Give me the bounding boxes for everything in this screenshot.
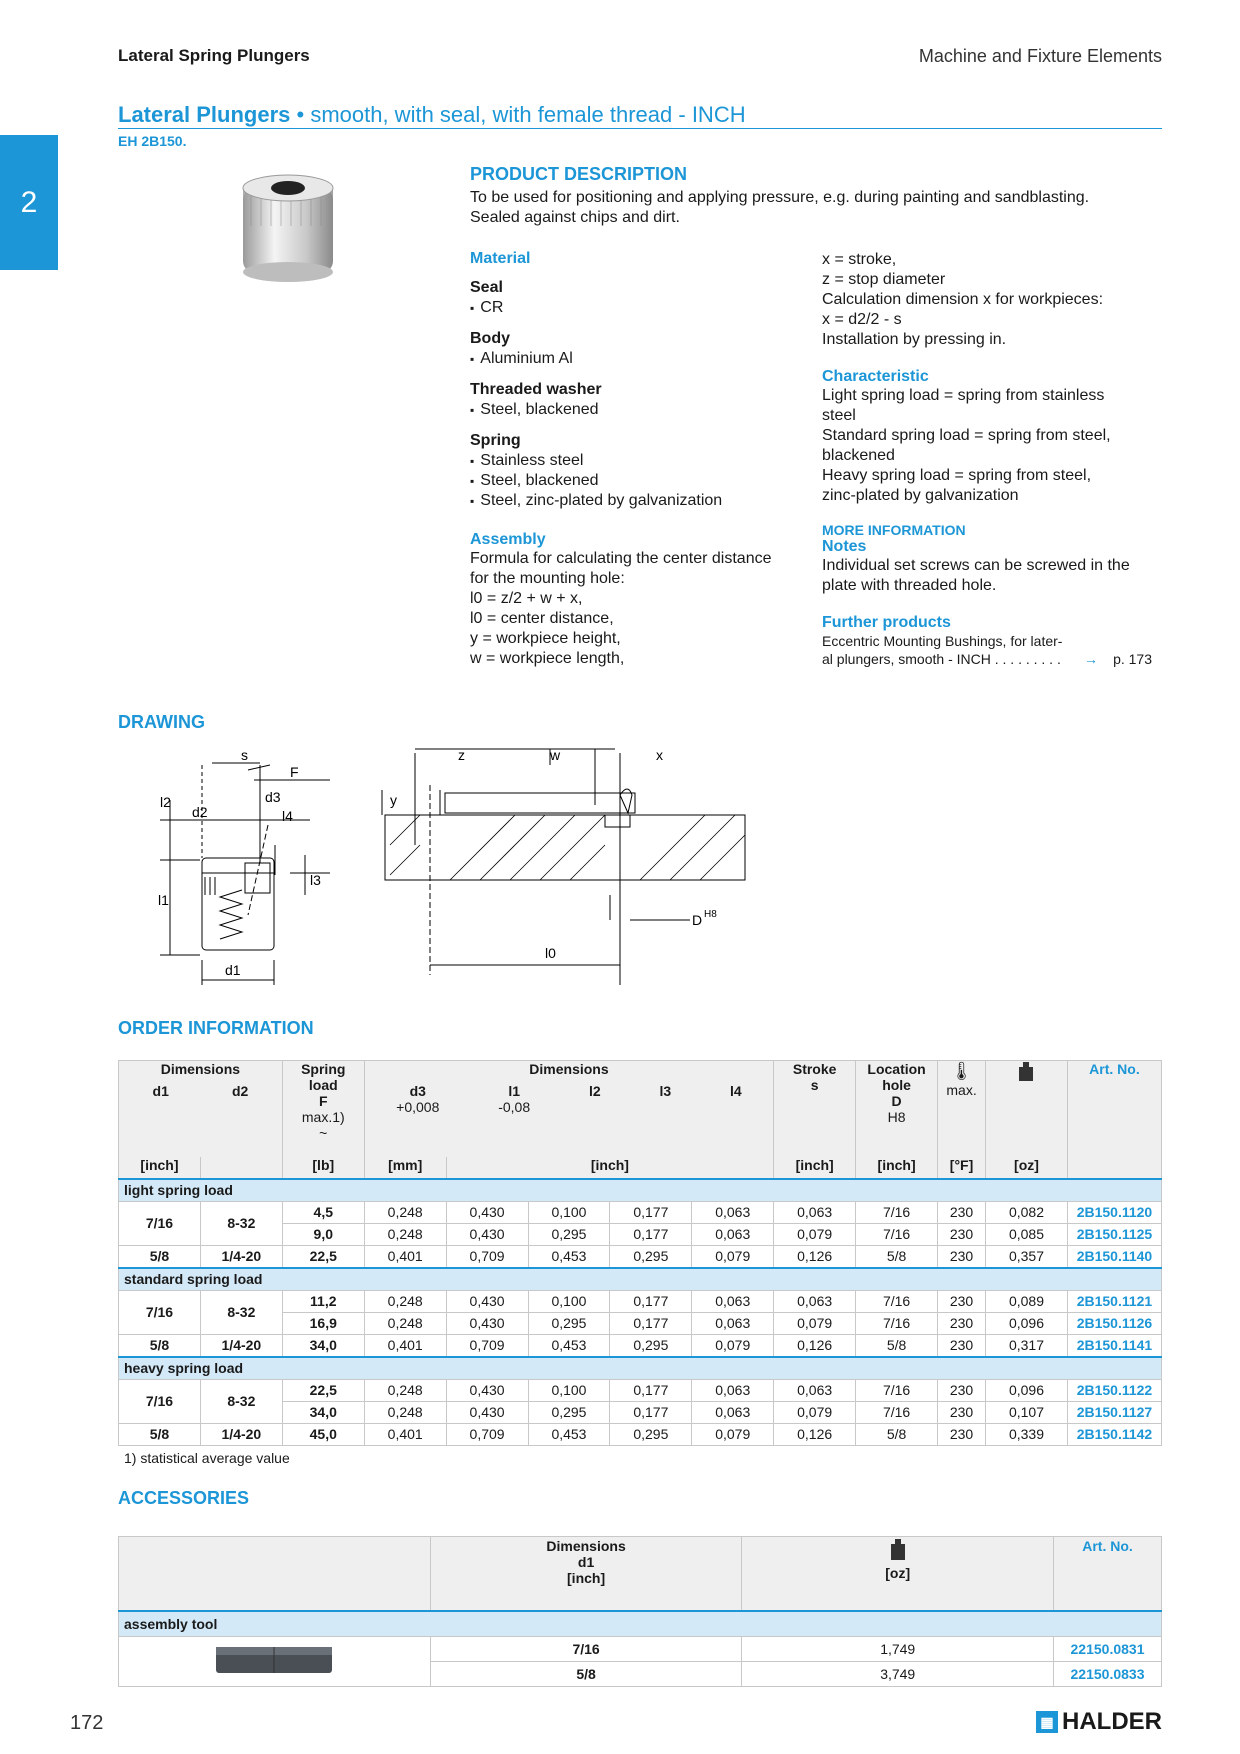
table-cell: 1/4-20 xyxy=(200,1423,282,1445)
spring-heading: Spring xyxy=(470,432,521,449)
art-no-cell[interactable]: 2B150.1142 xyxy=(1067,1423,1161,1445)
further-line-1: Eccentric Mounting Bushings, for later- xyxy=(822,633,1063,649)
weight-icon xyxy=(1017,1061,1035,1083)
assembly-line-4: l0 = center distance, xyxy=(470,610,614,627)
right-line-4: x = d2/2 - s xyxy=(822,311,902,328)
table-cell: 0,177 xyxy=(610,1312,692,1334)
table-cell: 0,177 xyxy=(610,1379,692,1401)
table-cell: 0,107 xyxy=(986,1401,1068,1423)
table-cell: 0,453 xyxy=(528,1334,610,1357)
table-cell: 0,063 xyxy=(692,1401,774,1423)
table-cell: 5/8 xyxy=(119,1245,201,1268)
seal-item: ▪ CR xyxy=(470,298,800,318)
table-cell: 0,063 xyxy=(692,1379,774,1401)
table-cell: 0,295 xyxy=(528,1401,610,1423)
table-cell: 0,177 xyxy=(610,1401,692,1423)
table-cell: 0,317 xyxy=(986,1334,1068,1357)
accessories-table xyxy=(118,1536,1162,1687)
table-cell: 0,401 xyxy=(364,1245,446,1268)
table-cell: 0,082 xyxy=(986,1201,1068,1223)
acc-d1-value: 5/8 xyxy=(430,1661,742,1686)
assembly-tool-image xyxy=(119,1636,431,1686)
table-cell: 0,295 xyxy=(528,1223,610,1245)
brand-logo xyxy=(1036,1708,1162,1736)
D-header: D xyxy=(891,1093,902,1109)
art-no-cell[interactable]: 2B150.1125 xyxy=(1067,1223,1161,1245)
label-l4: l4 xyxy=(282,808,293,824)
label-y: y xyxy=(390,792,397,808)
further-line-2: al plungers, smooth - INCH . . . . . . . . . xyxy=(822,651,1061,667)
table-cell: 0,339 xyxy=(986,1423,1068,1445)
running-header-left: Lateral Spring Plungers xyxy=(118,46,310,65)
art-no-cell[interactable]: 2B150.1121 xyxy=(1067,1290,1161,1312)
table-row xyxy=(119,1245,1162,1268)
table-cell: 0,100 xyxy=(528,1290,610,1312)
table-cell: 0,079 xyxy=(774,1223,856,1245)
table-row xyxy=(119,1290,1162,1312)
table-cell: 0,248 xyxy=(364,1223,446,1245)
footnote: 1) statistical average value xyxy=(124,1450,290,1466)
table-cell: 0,709 xyxy=(446,1334,528,1357)
table-cell: 0,100 xyxy=(528,1379,610,1401)
label-F: F xyxy=(290,764,299,780)
table-cell: 0,096 xyxy=(986,1312,1068,1334)
brand-name: HALDER xyxy=(1062,1708,1162,1735)
table-cell: 0,430 xyxy=(446,1223,528,1245)
hole-header: hole xyxy=(882,1077,911,1093)
washer-heading: Threaded washer xyxy=(470,381,602,398)
art-no-cell[interactable]: 2B150.1126 xyxy=(1067,1312,1161,1334)
technical-drawing xyxy=(150,745,717,1000)
assembly-line-6: w = workpiece length, xyxy=(470,650,625,667)
table-cell: 7/16 xyxy=(856,1401,938,1423)
table-cell: 5/8 xyxy=(856,1334,938,1357)
label-l1: l1 xyxy=(158,892,169,908)
table-cell: 0,079 xyxy=(692,1245,774,1268)
unit-inch-hole: [inch] xyxy=(877,1156,916,1173)
table-cell: 0,085 xyxy=(986,1223,1068,1245)
material-block xyxy=(470,250,800,669)
table-cell: 1/4-20 xyxy=(200,1245,282,1268)
table-cell: 0,430 xyxy=(446,1379,528,1401)
page-title: Lateral Plungers • smooth, with seal, with female thread - INCH xyxy=(118,102,746,127)
acc-unit-inch: [inch] xyxy=(567,1570,606,1586)
seal-heading: Seal xyxy=(470,279,503,296)
art-no-cell[interactable]: 2B150.1122 xyxy=(1067,1379,1161,1401)
table-cell: 7/16 xyxy=(119,1201,201,1245)
table-cell: 16,9 xyxy=(282,1312,364,1334)
table-cell: 0,430 xyxy=(446,1312,528,1334)
more-information-heading: MORE INFORMATION xyxy=(822,522,966,538)
acc-d1-header: d1 xyxy=(577,1554,595,1570)
further-link[interactable] xyxy=(822,650,1152,668)
table-cell: 230 xyxy=(938,1379,986,1401)
d3-tolerance: +0,008 xyxy=(396,1099,440,1115)
table-cell: 230 xyxy=(938,1334,986,1357)
table-row xyxy=(119,1201,1162,1223)
s-header: s xyxy=(810,1077,819,1093)
table-cell: 0,079 xyxy=(692,1423,774,1445)
label-l3: l3 xyxy=(310,872,321,888)
right-line-5: Installation by pressing in. xyxy=(822,331,1007,348)
group-row: standard spring load xyxy=(119,1268,1162,1291)
table-cell: 0,089 xyxy=(986,1290,1068,1312)
table-cell: 0,709 xyxy=(446,1245,528,1268)
page-reference[interactable]: p. 173 xyxy=(1113,651,1152,667)
table-cell: 0,401 xyxy=(364,1423,446,1445)
table-cell: 0,357 xyxy=(986,1245,1068,1268)
group-row: heavy spring load xyxy=(119,1357,1162,1380)
table-cell: 7/16 xyxy=(856,1312,938,1334)
description-line-2: Sealed against chips and dirt. xyxy=(470,209,680,226)
table-cell: 0,063 xyxy=(692,1312,774,1334)
table-cell: 0,063 xyxy=(692,1201,774,1223)
spring-item-2: ▪ Steel, blackened xyxy=(470,471,800,491)
characteristic-line-1: Light spring load = spring from stainless xyxy=(822,387,1105,404)
characteristic-line-2: steel xyxy=(822,407,856,424)
table-cell: 0,063 xyxy=(774,1379,856,1401)
table-cell: 0,096 xyxy=(986,1379,1068,1401)
l2-header: l2 xyxy=(588,1083,601,1099)
accessories-heading: ACCESSORIES xyxy=(118,1488,250,1508)
location-header: Location xyxy=(867,1061,926,1077)
table-cell: 0,295 xyxy=(528,1312,610,1334)
table-cell: 230 xyxy=(938,1201,986,1223)
product-description-heading: PRODUCT DESCRIPTION xyxy=(470,164,688,184)
label-d2: d2 xyxy=(192,804,208,820)
max-header: max.1) xyxy=(301,1109,345,1125)
table-cell: 8-32 xyxy=(200,1379,282,1423)
table-cell: 7/16 xyxy=(856,1290,938,1312)
further-products-heading: Further products xyxy=(822,614,951,631)
washer-item: ▪ Steel, blackened xyxy=(470,400,800,420)
table-cell: 0,063 xyxy=(774,1290,856,1312)
spring-header: Spring xyxy=(301,1061,346,1077)
body-heading: Body xyxy=(470,330,510,347)
drawing-heading: DRAWING xyxy=(118,712,205,732)
unit-oz: [oz] xyxy=(1014,1156,1039,1173)
d3-header: d3 xyxy=(409,1083,426,1099)
running-header-right: Machine and Fixture Elements xyxy=(918,46,1162,66)
notes-heading: Notes xyxy=(822,538,867,555)
unit-inch-stroke: [inch] xyxy=(795,1156,834,1173)
table-cell: 0,079 xyxy=(692,1334,774,1357)
table-cell: 9,0 xyxy=(282,1223,364,1245)
table-cell: 0,063 xyxy=(774,1201,856,1223)
table-cell: 5/8 xyxy=(119,1423,201,1445)
acc-dimensions-header: Dimensions xyxy=(546,1538,626,1554)
F-header: F xyxy=(318,1093,328,1109)
acc-d1-value: 7/16 xyxy=(430,1636,742,1661)
label-x: x xyxy=(656,747,663,763)
table-cell: 0,401 xyxy=(364,1334,446,1357)
table-cell: 0,126 xyxy=(774,1423,856,1445)
table-cell: 0,295 xyxy=(610,1423,692,1445)
table-cell: 0,079 xyxy=(774,1312,856,1334)
characteristic-line-4: blackened xyxy=(822,447,895,464)
chapter-tab: 2 xyxy=(0,135,58,270)
table-cell: 22,5 xyxy=(282,1379,364,1401)
assembly-heading: Assembly xyxy=(470,531,546,548)
table-cell: 0,453 xyxy=(528,1423,610,1445)
unit-inch-dims: [inch] xyxy=(590,1156,629,1173)
dimensions2-header: Dimensions xyxy=(529,1061,609,1077)
assembly-line-5: y = workpiece height, xyxy=(470,630,621,647)
unit-fahrenheit: [°F] xyxy=(949,1156,974,1173)
table-cell: 45,0 xyxy=(282,1423,364,1445)
art-no-header: Art. No. xyxy=(1089,1061,1140,1077)
assembly-line-2: for the mounting hole: xyxy=(470,570,625,587)
acc-unit-oz: [oz] xyxy=(885,1565,911,1581)
group-row: light spring load xyxy=(119,1179,1162,1202)
acc-art-no[interactable]: 22150.0831 xyxy=(1054,1636,1162,1661)
table-cell: 0,177 xyxy=(610,1223,692,1245)
d2-header: d2 xyxy=(231,1083,249,1099)
table-cell: 0,430 xyxy=(446,1290,528,1312)
max-temp-header: max. xyxy=(946,1082,977,1098)
characteristic-line-6: zinc-plated by galvanization xyxy=(822,487,1019,504)
table-cell: 22,5 xyxy=(282,1245,364,1268)
table-cell: 5/8 xyxy=(119,1334,201,1357)
table-cell: 230 xyxy=(938,1245,986,1268)
table-row xyxy=(119,1423,1162,1445)
notes-line-2: plate with threaded hole. xyxy=(822,577,997,594)
label-s: s xyxy=(241,747,248,763)
table-cell: 0,430 xyxy=(446,1401,528,1423)
product-code: EH 2B150. xyxy=(118,133,187,149)
l1-header: l1 xyxy=(508,1083,521,1099)
table-cell: 1/4-20 xyxy=(200,1334,282,1357)
table-cell: 0,453 xyxy=(528,1245,610,1268)
art-no-cell[interactable]: 2B150.1120 xyxy=(1067,1201,1161,1223)
l4-header: l4 xyxy=(730,1083,742,1099)
acc-art-no[interactable]: 22150.0833 xyxy=(1054,1661,1162,1686)
H8-header: H8 xyxy=(887,1109,906,1125)
label-l0: l0 xyxy=(545,945,556,961)
assembly-tool-icon xyxy=(214,1643,334,1677)
load-header: load xyxy=(308,1077,338,1093)
table-cell: 230 xyxy=(938,1401,986,1423)
characteristic-line-5: Heavy spring load = spring from steel, xyxy=(822,467,1092,484)
table-cell: 0,063 xyxy=(692,1223,774,1245)
right-line-1: x = stroke, xyxy=(822,251,897,268)
table-cell: 0,248 xyxy=(364,1201,446,1223)
table-cell: 7/16 xyxy=(119,1290,201,1334)
table-cell: 7/16 xyxy=(856,1201,938,1223)
spring-item-1: ▪ Stainless steel xyxy=(470,451,800,471)
dimensions-header: Dimensions xyxy=(160,1061,241,1077)
table-cell: 0,430 xyxy=(446,1201,528,1223)
table-cell: 0,177 xyxy=(610,1290,692,1312)
table-cell: 0,248 xyxy=(364,1401,446,1423)
product-image xyxy=(235,168,345,288)
table-cell: 8-32 xyxy=(200,1201,282,1245)
art-no-cell[interactable]: 2B150.1141 xyxy=(1067,1334,1161,1357)
weight-icon xyxy=(889,1538,907,1562)
unit-lb: [lb] xyxy=(312,1156,335,1173)
table-cell: 230 xyxy=(938,1290,986,1312)
table-cell: 0,248 xyxy=(364,1312,446,1334)
table-cell: 0,177 xyxy=(610,1201,692,1223)
characteristic-line-3: Standard spring load = spring from steel, xyxy=(822,427,1111,444)
order-table xyxy=(118,1060,1162,1446)
title-rule xyxy=(118,128,1162,129)
table-cell: 0,126 xyxy=(774,1334,856,1357)
order-information-heading: ORDER INFORMATION xyxy=(118,1018,314,1038)
l3-header: l3 xyxy=(659,1083,672,1099)
table-cell: 8-32 xyxy=(200,1290,282,1334)
characteristic-heading: Characteristic xyxy=(822,368,929,385)
table-cell: 0,709 xyxy=(446,1423,528,1445)
table-cell: 0,295 xyxy=(610,1334,692,1357)
label-w: w xyxy=(550,747,561,763)
unit-mm: [mm] xyxy=(388,1156,423,1173)
notes-line-1: Individual set screws can be screwed in the xyxy=(822,557,1130,574)
unit-inch-d1: [inch] xyxy=(140,1156,179,1173)
right-line-2: z = stop diameter xyxy=(822,271,946,288)
approx-header: ~ xyxy=(319,1125,328,1141)
label-D: D xyxy=(692,912,703,928)
right-column xyxy=(822,250,1162,668)
l1-tolerance: -0,08 xyxy=(498,1099,531,1115)
table-cell: 34,0 xyxy=(282,1401,364,1423)
table-cell: 11,2 xyxy=(282,1290,364,1312)
d1-header: d1 xyxy=(152,1083,169,1099)
acc-art-no-header: Art. No. xyxy=(1082,1538,1133,1554)
label-H8: H8 xyxy=(704,909,717,920)
label-z: z xyxy=(458,747,465,763)
table-cell: 7/16 xyxy=(856,1379,938,1401)
table-cell: 0,248 xyxy=(364,1379,446,1401)
table-cell: 230 xyxy=(938,1223,986,1245)
assembly-line-3: l0 = z/2 + w + x, xyxy=(470,590,583,607)
label-d1: d1 xyxy=(225,962,241,978)
table-cell: 0,079 xyxy=(774,1401,856,1423)
table-row xyxy=(119,1334,1162,1357)
table-cell: 5/8 xyxy=(856,1245,938,1268)
stroke-header: Stroke xyxy=(792,1061,837,1077)
table-cell: 0,126 xyxy=(774,1245,856,1268)
table-cell: 7/16 xyxy=(856,1223,938,1245)
page-number: 172 xyxy=(70,1712,104,1734)
table-cell: 0,063 xyxy=(692,1290,774,1312)
acc-weight-value: 1,749 xyxy=(742,1636,1054,1661)
right-line-3: Calculation dimension x for workpieces: xyxy=(822,291,1104,308)
halder-logo-icon: ▦ xyxy=(1036,1711,1058,1733)
material-heading: Material xyxy=(470,250,531,267)
order-table-body xyxy=(119,1179,1162,1446)
acc-weight-value: 3,749 xyxy=(742,1661,1054,1686)
table-cell: 0,295 xyxy=(610,1245,692,1268)
art-no-cell[interactable]: 2B150.1140 xyxy=(1067,1245,1161,1268)
acc-group-row: assembly tool xyxy=(119,1611,1162,1637)
art-no-cell[interactable]: 2B150.1127 xyxy=(1067,1401,1161,1423)
arrow-right-icon: → xyxy=(1084,651,1098,667)
table-cell: 0,100 xyxy=(528,1201,610,1223)
table-row xyxy=(119,1379,1162,1401)
table-cell: 0,248 xyxy=(364,1290,446,1312)
description-line-1: To be used for positioning and applying pressure, e.g. during painting and sandblasting. xyxy=(470,189,1090,206)
table-cell: 4,5 xyxy=(282,1201,364,1223)
spring-item-3: ▪ Steel, zinc-plated by galvanization xyxy=(470,491,800,511)
label-l2: l2 xyxy=(160,794,171,810)
label-d3: d3 xyxy=(265,789,281,805)
table-cell: 230 xyxy=(938,1423,986,1445)
table-cell: 5/8 xyxy=(856,1423,938,1445)
table-cell: 7/16 xyxy=(119,1379,201,1423)
thermometer-icon: 🌡 xyxy=(950,1061,973,1081)
table-cell: 34,0 xyxy=(282,1334,364,1357)
body-item: ▪ Aluminium Al xyxy=(470,349,800,369)
table-cell: 230 xyxy=(938,1312,986,1334)
assembly-line-1: Formula for calculating the center distance xyxy=(470,550,772,567)
